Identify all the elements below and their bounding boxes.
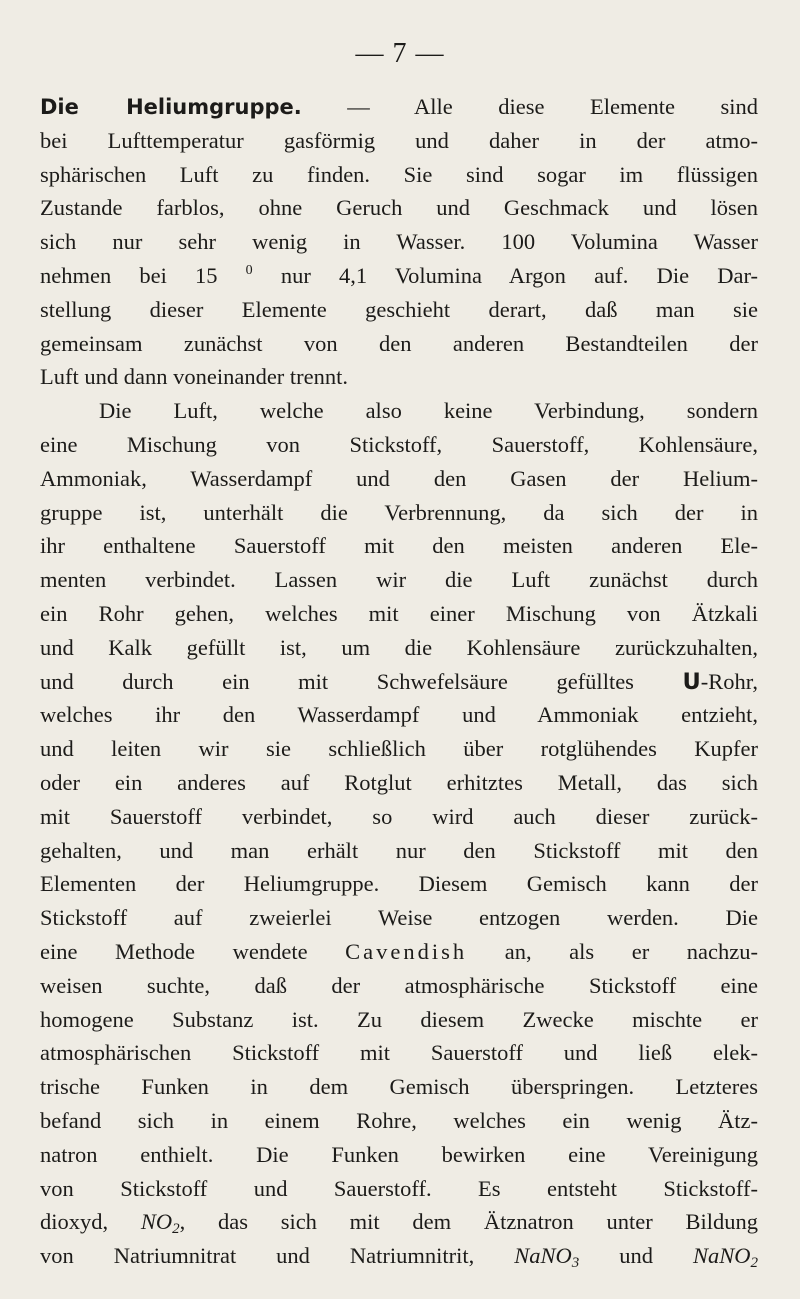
degree-mark: 0 [245, 262, 253, 278]
text-line: mit Sauerstoff verbindet, so wird auch dieser zurück- [40, 803, 758, 829]
text-line: gemeinsam zunächst von den anderen Bestandteilen der [40, 330, 758, 356]
text-line: natron enthielt. Die Funken bewirken eine Vereinigung [40, 1141, 758, 1167]
text-line: ihr enthaltene Sauerstoff mit den meisten anderen Ele- [40, 533, 758, 559]
text-line: eine Methode wendete Cavendish an, als er nachzu- [40, 938, 758, 964]
text-line: Stickstoff auf zweierlei Weise entzogen werden. Die [40, 905, 758, 931]
text-line: welches ihr den Wasserdampf und Ammoniak entzieht, [40, 702, 758, 728]
text-line: von Natriumnitrat und Natriumnitrit, NaNO$_3$ und NaNO$_2$ [40, 1243, 758, 1272]
text-line: Die Luft, welche also keine Verbindung, sondern [99, 398, 758, 424]
chemical-formula: NaNO$_3$ [514, 1243, 580, 1272]
text-line: und durch ein mit Schwefelsäure gefülltes U-Rohr, [40, 668, 758, 695]
text-line: Elementen der Heliumgruppe. Diesem Gemisch kann der [40, 871, 758, 897]
text-line: stellung dieser Elemente geschieht derart, daß man sie [40, 296, 758, 322]
text-line: menten verbindet. Lassen wir die Luft zunächst durch [40, 567, 758, 593]
text-line: sphärischen Luft zu finden. Sie sind sogar im flüssigen [40, 161, 758, 187]
text-line: und leiten wir sie schließlich über rotglühendes Kupfer [40, 736, 758, 762]
text-line: Zustande farblos, ohne Geruch und Geschmack und lösen [40, 195, 758, 221]
text-line: eine Mischung von Stickstoff, Sauerstoff, Kohlensäure, [40, 431, 758, 457]
text-line: trische Funken in dem Gemisch überspringen. Letzteres [40, 1074, 758, 1100]
u-tube-symbol: U [682, 668, 701, 695]
body-text [40, 90, 758, 1273]
text-line: oder ein anderes auf Rotglut erhitztes Metall, das sich [40, 769, 758, 795]
text-line: nehmen bei 15 $^0$ nur 4,1 Volumina Argon auf. Die Dar- [40, 262, 758, 288]
chemical-formula: $NO_2$ [140, 1209, 180, 1238]
section-heading: Die Heliumgruppe. [40, 95, 302, 119]
text-line: atmosphärischen Stickstoff mit Sauerstoff und ließ elek- [40, 1040, 758, 1066]
text-line: befand sich in einem Rohre, welches ein wenig Ätz- [40, 1107, 758, 1133]
text-line: homogene Substanz ist. Zu diesem Zwecke mischte er [40, 1006, 758, 1032]
text-line: Ammoniak, Wasserdampf und den Gasen der Helium- [40, 465, 758, 491]
text-line: sich nur sehr wenig in Wasser. 100 Volumina Wasser [40, 229, 758, 255]
text-line: Die Heliumgruppe. — Alle diese Elemente sind [40, 94, 758, 119]
text-line: weisen suchte, daß der atmosphärische Stickstoff eine [40, 972, 758, 998]
text-line: bei Lufttemperatur gasförmig und daher in der atmo- [40, 127, 758, 153]
text-line: gehalten, und man erhält nur den Stickstoff mit den [40, 837, 758, 863]
text-line: von Stickstoff und Sauerstoff. Es entsteht Stickstoff- [40, 1175, 758, 1201]
text-line: gruppe ist, unterhält die Verbrennung, da sich der in [40, 499, 758, 525]
text-line: dioxyd, $NO_2$, das sich mit dem Ätznatron unter Bildung [40, 1209, 758, 1238]
text-line: und Kalk gefüllt ist, um die Kohlensäure zurückzuhalten, [40, 634, 758, 660]
text-line: ein Rohr gehen, welches mit einer Mischung von Ätzkali [40, 600, 758, 626]
person-name: Cavendish [345, 938, 468, 964]
chemical-formula: NaNO$_2$ [692, 1243, 758, 1272]
page-number: — 7 — [355, 38, 445, 69]
text-line: Luft und dann voneinander trennt. [40, 364, 349, 390]
